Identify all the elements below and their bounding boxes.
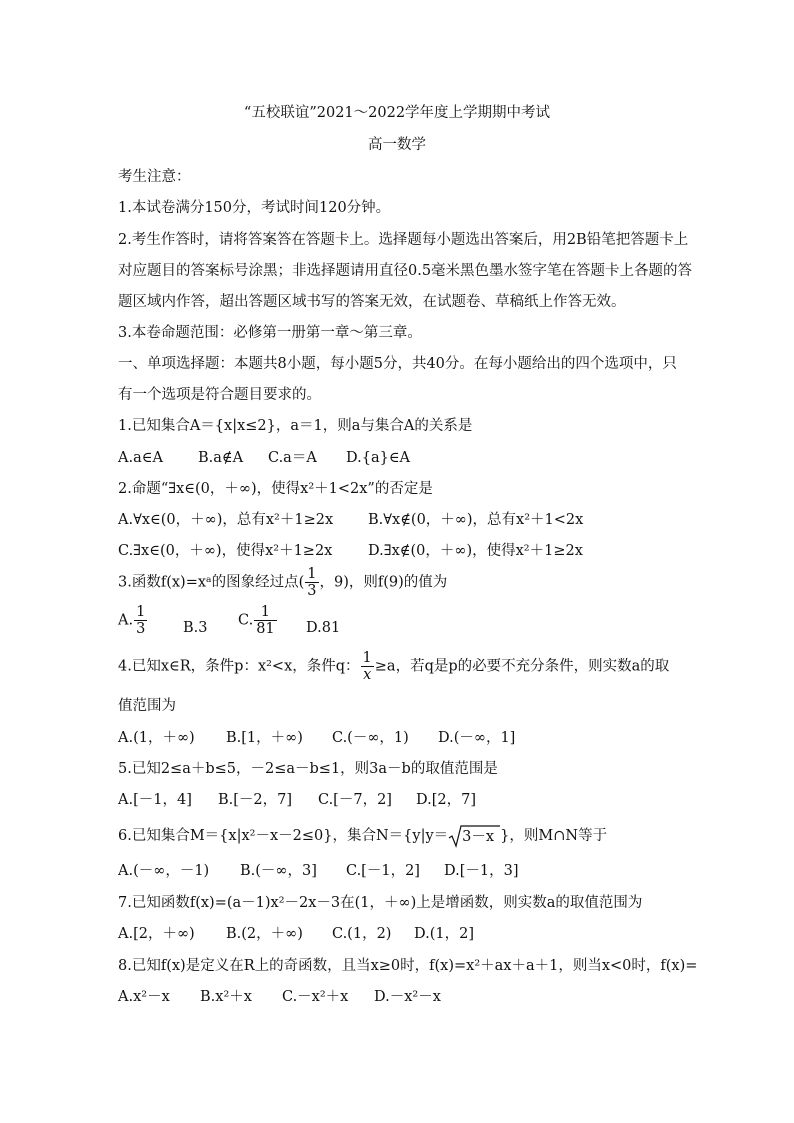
question-6-stem-pre: 6.已知集合M＝{x|x²－x－2≤0}，集合N＝{y|y＝ <box>118 828 449 844</box>
question-4-stem <box>118 650 669 683</box>
question-4-fraction <box>361 650 374 683</box>
fraction-denominator: 81 <box>256 621 275 637</box>
fraction-numerator: 1 <box>254 604 276 621</box>
question-4-option-b: B.[1，＋∞) <box>226 730 303 746</box>
fraction-denominator: 3 <box>307 583 317 599</box>
question-1-option-b: B.a∉A <box>198 450 244 466</box>
subject-title: 高一数学 <box>368 137 426 153</box>
question-4-option-a: A.(1，＋∞) <box>118 730 195 746</box>
question-5-option-b: B.[－2，7] <box>218 792 293 808</box>
question-7-stem: 7.已知函数f(x)=(a－1)x²－2x－3在(1，＋∞)上是增函数，则实数a的取值范围为 <box>118 895 643 911</box>
question-1-option-c: C.a＝A <box>268 450 317 466</box>
fraction-numerator: 1 <box>136 604 146 620</box>
question-8-option-b: B.x²＋x <box>200 989 252 1005</box>
question-1-stem: 1.已知集合A＝{x|x≤2}，a＝1，则a与集合A的关系是 <box>118 418 473 434</box>
question-6-stem <box>118 824 607 848</box>
question-3-stem <box>118 566 447 599</box>
question-3-option-b: B.3 <box>183 620 208 636</box>
question-7-option-b: B.(2，＋∞) <box>226 926 303 942</box>
question-7-option-a: A.[2，＋∞) <box>118 926 195 942</box>
question-2-option-b: B.∀x∉(0，＋∞)，总有x²＋1<2x <box>368 512 584 528</box>
section-1-heading-line-1: 一、单项选择题：本题共8小题，每小题5分，共40分。在每小题给出的四个选项中，只 <box>118 356 677 372</box>
question-5-stem: 5.已知2≤a＋b≤5，－2≤a－b≤1，则3a－b的取值范围是 <box>118 761 498 777</box>
fraction-numerator: 1 <box>362 650 372 666</box>
notice-item-2-line-1: 2.考生作答时，请将答案答在答题卡上。选择题每小题选出答案后，用2B铅笔把答题卡上 <box>118 232 689 248</box>
question-4-stem-line-2: 值范围为 <box>118 698 176 714</box>
question-2-option-a: A.∀x∈(0，＋∞)，总有x²＋1≥2x <box>118 512 334 528</box>
question-6-option-c: C.[－1，2] <box>346 863 420 879</box>
question-2-stem: 2.命题“∃x∈(0，＋∞)，使得x²＋1<2x”的否定是 <box>118 481 433 497</box>
question-8-stem: 8.已知f(x)是定义在R上的奇函数，且当x≥0时，f(x)=x²＋ax＋a＋1，则当x<0时，f(x)= <box>118 958 698 974</box>
question-5-option-d: D.[2，7] <box>416 792 476 808</box>
question-3-option-a <box>118 604 148 637</box>
question-1-option-a: A.a∈A <box>118 450 163 466</box>
question-8-option-c: C.－x²＋x <box>282 989 349 1005</box>
exam-title: “五校联谊”2021～2022学年度上学期期中考试 <box>243 105 551 121</box>
option-fraction <box>134 604 147 637</box>
radicand: 3－x <box>462 829 495 845</box>
question-2-option-c: C.∃x∈(0，＋∞)，使得x²＋1≥2x <box>118 543 333 559</box>
question-4-option-d: D.(－∞，1] <box>438 730 516 746</box>
question-8-option-d: D.－x²－x <box>374 989 441 1005</box>
question-6-option-b: B.(－∞，3] <box>240 863 317 879</box>
question-4-stem-post: ≥a，若q是p的必要不充分条件，则实数a的取 <box>374 658 670 675</box>
question-7-option-d: D.(1，2] <box>414 926 474 942</box>
question-6-option-d: D.[－1，3] <box>444 863 519 879</box>
question-1-option-d: D.{a}∈A <box>346 450 411 466</box>
option-label: C. <box>238 612 254 629</box>
question-3-option-d: D.81 <box>306 620 341 636</box>
section-1-heading-line-2: 有一个选项是符合题目要求的。 <box>118 387 321 403</box>
question-3-stem-pre: 3.函数f(x)=xᵃ的图象经过点( <box>118 574 305 591</box>
notice-item-2-line-3: 题区域内作答，超出答题区域书写的答案无效，在试题卷、草稿纸上作答无效。 <box>118 294 626 310</box>
question-5-option-a: A.[－1，4] <box>118 792 192 808</box>
notice-heading: 考生注意： <box>118 169 191 185</box>
fraction-denominator: x <box>363 667 372 683</box>
fraction-numerator: 1 <box>307 566 317 582</box>
question-3-option-c <box>238 604 278 637</box>
question-5-option-c: C.[－7，2] <box>318 792 392 808</box>
question-3-stem-post: ，9)，则f(9)的值为 <box>319 574 448 591</box>
square-root-symbol <box>448 824 500 848</box>
fraction-denominator: 3 <box>136 621 146 637</box>
question-3-point-fraction <box>305 566 318 599</box>
question-4-stem-pre: 4.已知x∈R，条件p：x²<x，条件q： <box>118 658 360 675</box>
question-2-option-d: D.∃x∉(0，＋∞)，使得x²＋1≥2x <box>368 543 583 559</box>
option-label: A. <box>118 612 134 629</box>
question-7-option-c: C.(1，2) <box>332 926 392 942</box>
notice-item-1: 1.本试卷满分150分，考试时间120分钟。 <box>118 200 391 216</box>
question-6-stem-post: }，则M∩N等于 <box>500 828 608 844</box>
question-6-option-a: A.(－∞，－1) <box>118 863 210 879</box>
notice-item-3: 3.本卷命题范围：必修第一册第一章～第三章。 <box>118 325 422 341</box>
notice-item-2-line-2: 对应题目的答案标号涂黑；非选择题请用直径0.5毫米黑色墨水签字笔在答题卡上各题的答 <box>118 263 693 279</box>
question-4-option-c: C.(－∞，1) <box>332 730 409 746</box>
option-fraction <box>254 604 276 637</box>
question-8-option-a: A.x²－x <box>118 989 170 1005</box>
